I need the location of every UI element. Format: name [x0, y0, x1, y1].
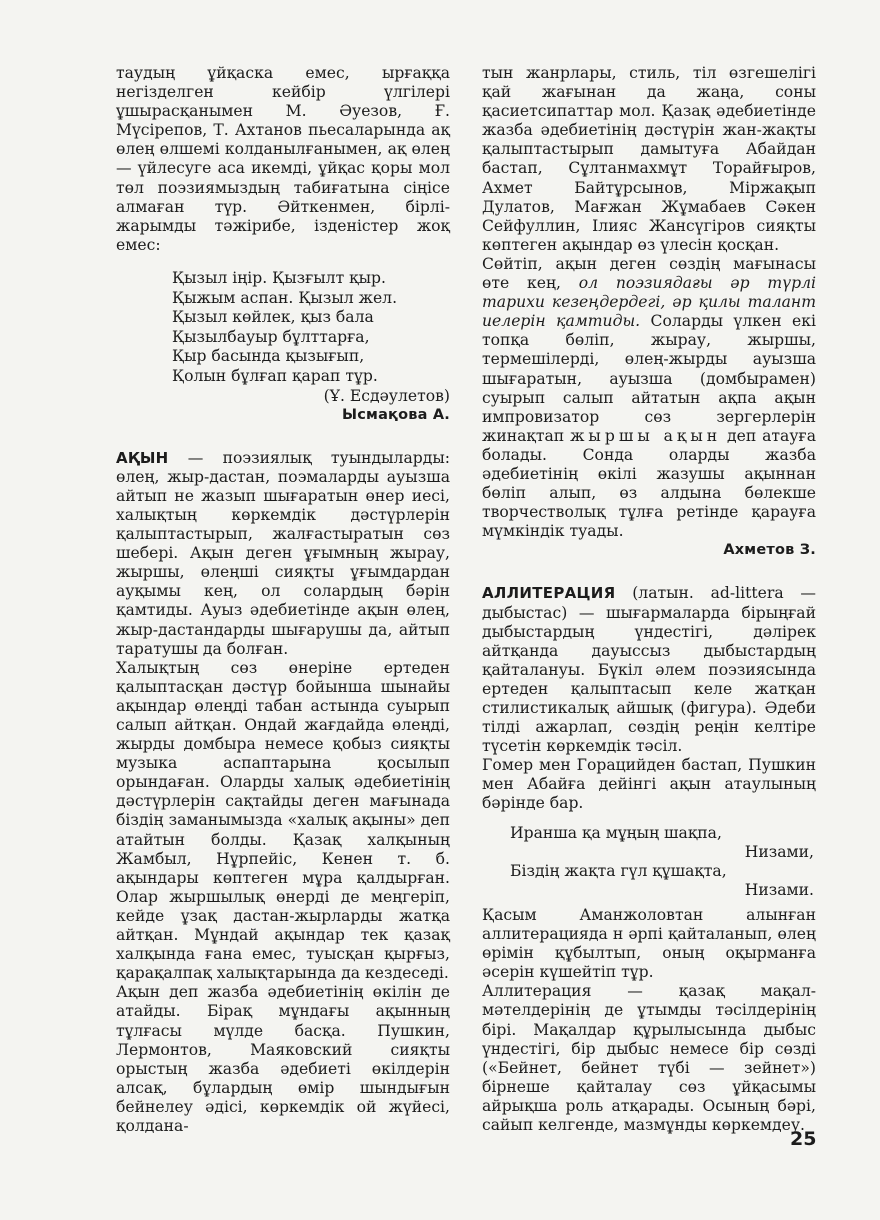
poem-line: Қолын бұлғап қарап тұр.: [172, 366, 378, 385]
entry-paragraph: Аллитерация — қазақ мақал-мәтелдерінің де ұтымды тәсілдерінің бірі. Мақалдар құрылысында дыбыс үндестігі, бір дыбыс немесе бір сөзді («Бейнет, бейнет түбі — зейнет») бірнеше қайталау сөз ұйқасымы айрықша роль атқарады. Осының бәрі, сайып келгенде, мазмұнды көркемдеу.: [482, 982, 816, 1134]
author-signature: Ысмақова А.: [342, 406, 450, 423]
left-column: [116, 64, 450, 1136]
poem-source: (Ұ. Есдәулетов): [323, 386, 450, 405]
stanza-attribution: Низами.: [744, 880, 814, 899]
italic-text: ол поэзиядағы әр түрлі тарихи кезеңдердегі, әр қилы талант иелерін қамтиды.: [482, 274, 816, 331]
entry-text: — поэзиялық туындыларды: өлең, жыр-дастан, поэмаларды ауызша айтып не жазып шығаратын өнер иесі, халықтың көркемдік дәстүрлерін қалыптастырып, жалғастыратын сөз шебері. Ақын деген ұғымның жырау, жыршы, өлеңші сияқты ұғымдардан ауқымы кең, ол солардың бәрін қамтиды. Ауыз әдебиетінде ақын өлең, жыр-дастандарды шығарушы да, айтып таратушы да болған.: [116, 448, 450, 658]
text-run: Соларды үлкен екі топқа бөліп, жырау, жыршы, термешілерді, өлең-жырды ауызша шығаратын, ауызша (домбырамен) суырып салып айтатын ақпа ақын импровизатор сөз зергерлерін жинақтап: [482, 312, 816, 445]
entry-text: (латын. ad-littera — дыбыстас) — шығармаларда бірыңғай дыбыстардың үндестігі, дәлірек айтқанда дауыссыз дыбыстардың қайталануы. Бүкіл әлем поэзиясында ертеден қалыптасып келе жатқан стилистикалық айшық (фигура). Әдеби тілді ажарлап, сөздің реңін келтіре түсетін көркемдік тәсіл.: [482, 584, 816, 756]
intro-paragraph: таудың ұйқаска емес, ырғаққа негізделген кейбір үлгілері ұшырасқанымен М. Әуезов, Ғ. Мүсірепов, Т. Ахтанов пьесаларында ақ өлең өлшемі колданылғанымен, ақ өлең — үйлесуге аса икемді, ұйқас қоры мол төл поэзиямыздың табиғатына сіңісе алмаған түр. Әйткенмен, бірлі-жарымды тәжірибе, ізденістер жоқ емес:: [116, 64, 450, 254]
poem-line: Қызыл іңір. Қызғылт қыр.: [172, 268, 386, 287]
entry-term: АҚЫН: [116, 448, 169, 467]
author-signature: Ахметов З.: [723, 542, 816, 559]
poem-line: Қыр басында қызығып,: [172, 347, 365, 366]
poem-line: Қыжым аспан. Қызыл жел.: [172, 288, 398, 307]
text-run: Сөйтіп, ақын деген сөздің мағынасы өте кең,: [482, 254, 816, 293]
entry-paragraph: Ақын деп жазба әдебиетінің өкілін де атайды. Бірақ мұндағы ақынның тұлғасы мүлде басқа. Пушкин, Лермонтов, Маяковский сияқты орыстың жазба әдебиеті өкілдерін алсақ, бұлардың өмір шындығын бейнелеу әдісі, көркемдік ой жүйесі, қолдана-: [116, 983, 450, 1135]
entry-akyn: [116, 449, 450, 1136]
poem: [172, 269, 450, 387]
stanza-attribution: Низами,: [744, 842, 814, 861]
entry-alliteration: [482, 584, 816, 1135]
spaced-text: жыршы ақын: [570, 426, 722, 445]
entry-paragraph: Халықтың сөз өнеріне ертеден қалыптасқан дәстүр бойынша шынайы ақындар өлеңді табан астында суырып салып айтқан. Ондай жағдайда өлеңді, жырды домбыра немесе қобыз сияқты музыка аспаптарына қосылып орындаған. Оларды халық әдебиетінің дәстүрлерін сақтайды деген мағынада біздің заманымызда «халық ақыны» деп атайтын болды. Қазақ халқының Жамбыл, Нұрпейіс, Кенен т. б. ақындары көптеген мұра қалдырған. Олар жыршылық өнерді де меңгеріп, кейде ұзақ дастан-жырларды жатқа айтқан. Мұндай ақындар тек қазақ халқында ғана емес, туысқан қырғыз, қарақалпақ халықтарында да кездеседі.: [116, 658, 450, 983]
stanza-line: Иранша қа мұңың шақпа,: [510, 823, 722, 842]
text-run: деп атауға болады. Сонда оларды жазба әдебиетінің өкілі жазушы ақыннан бөліп алып, өз алдына бөлекше творчестволық тұлға ретінде қарауға мүмкіндік туады.: [482, 426, 816, 541]
right-column: [482, 64, 816, 1135]
entry-paragraph: Гомер мен Горацийден бастап, Пушкин мен Абайға дейінгі ақын атаулының бәрінде бар.: [482, 756, 816, 813]
page-number: 25: [790, 1128, 817, 1150]
entry-paragraph: Қасым Аманжоловтан алынған аллитерацияда н әрпі қайталанып, өлең өрімін құбылтып, оның оқырманға әсерін күшейтіп тұр.: [482, 905, 816, 982]
poem-line: Қызыл көйлек, қыз бала: [172, 308, 374, 327]
entry-paragraph: [482, 255, 816, 541]
entry-paragraph: тын жанрлары, стиль, тіл өзгешелігі қай жағынан да жаңа, соны қасиетсипаттар мол. Қазақ әдебиетінде жазба әдебиетінің дәстүрін жан-жақты қалыптастырып дамытуға Абайдан бастап, Сұлтанмахмұт Торайғыров, Ахмет Байтұрсынов, Міржақып Дулатов, Мағжан Жұмабаев Сәкен Сейфуллин, Ілияс Жансүгіров сияқты көптеген ақындар өз үлесін қосқан.: [482, 64, 816, 254]
poem-line: Қызылбауыр бұлттарға,: [172, 327, 370, 346]
quoted-stanza: [510, 824, 816, 900]
entry-term: АЛЛИТЕРАЦИЯ: [482, 584, 616, 603]
stanza-line: Біздің жақта гүл құшақта,: [510, 861, 727, 880]
